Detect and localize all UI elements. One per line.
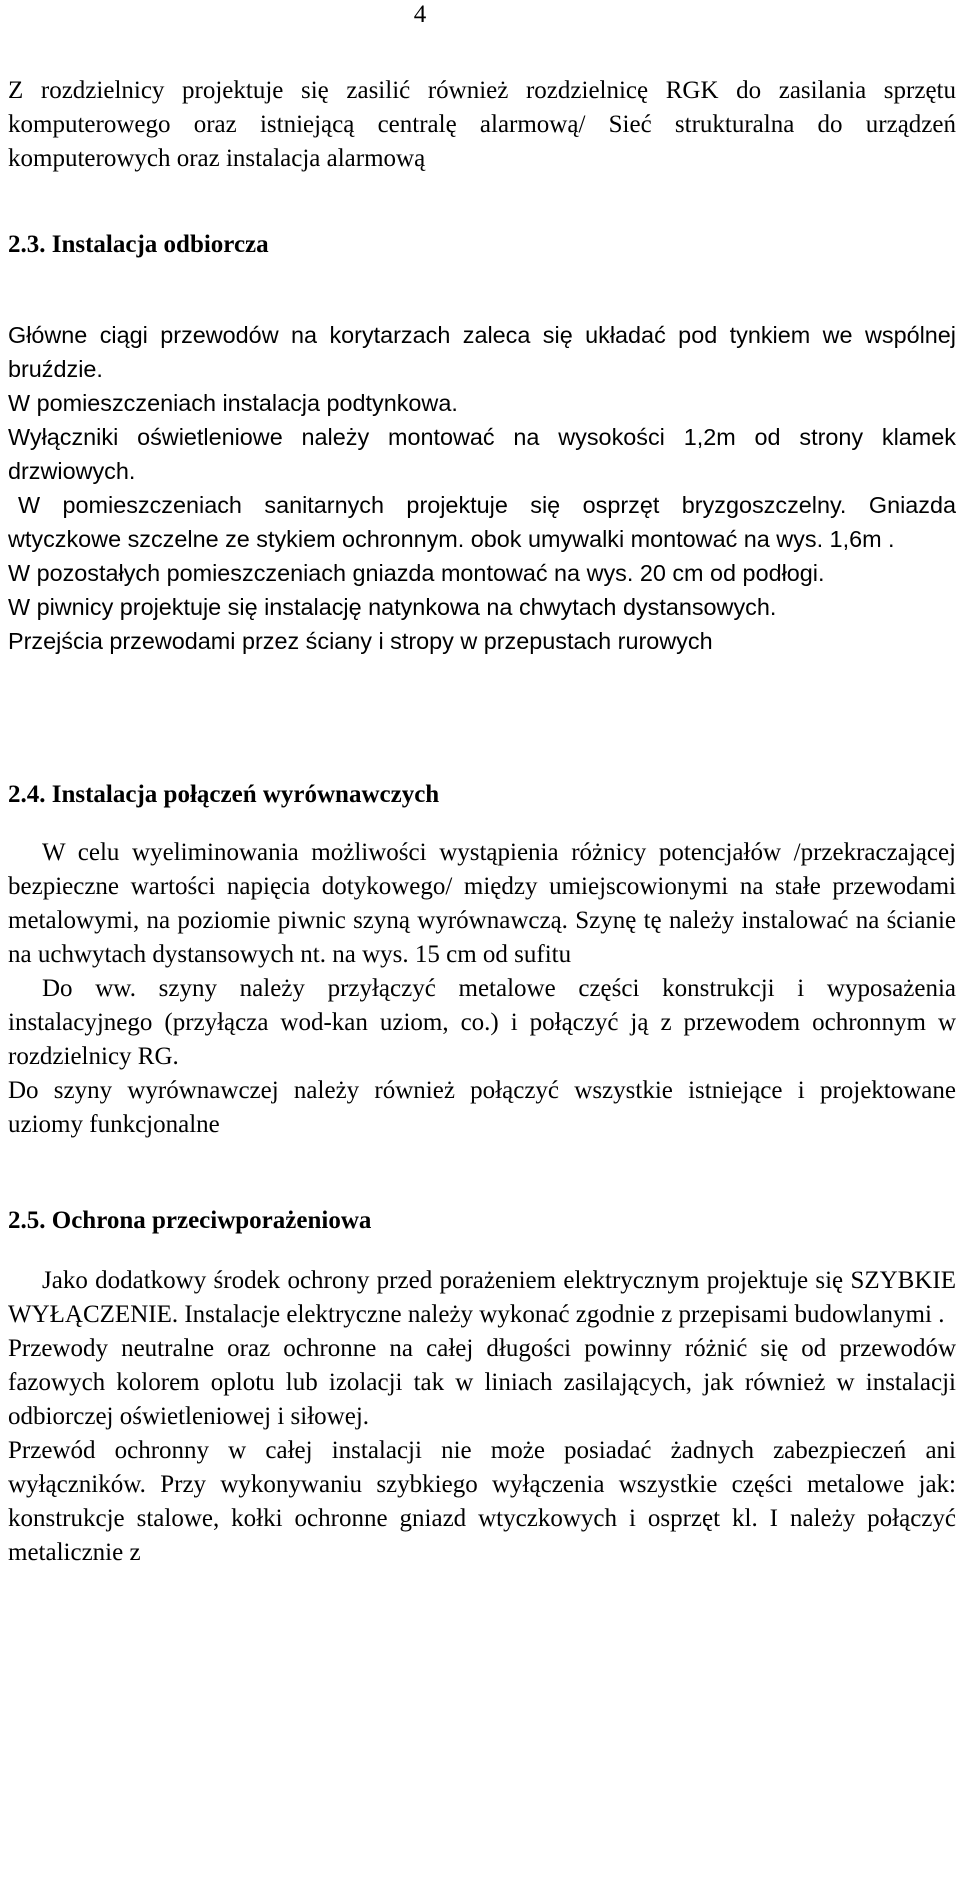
section-2-3-paragraph: W pomieszczeniach sanitarnych projektuje się osprzęt bryzgoszczelny. Gniazda wtyczkowe szczelne ze stykiem ochronnym. obok umywalki montować na wys. 1,6m . [8,492,956,552]
section-2-3-paragraph: W pozostałych pomieszczeniach gniazda montować na wys. 20 cm od podłogi. [8,560,825,586]
section-2-4-paragraph: Do szyny wyrównawczej należy również połączyć wszystkie istniejące i projektowane uziomy funkcjonalne [8,1077,956,1138]
section-2-3-paragraph: Wyłączniki oświetleniowe należy montować na wysokości 1,2m od strony klamek drzwiowych. [8,424,956,484]
section-2-4-body [8,836,956,1142]
section-2-3-paragraph: W pomieszczeniach instalacja podtynkowa. [8,390,458,416]
section-2-4-paragraph: Do ww. szyny należy przyłączyć metalowe części konstrukcji i wyposażenia instalacyjnego (przyłącza wod-kan uziom, co.) i połączyć ją z przewodem ochronnym w rozdzielnicy RG. [8,975,956,1070]
section-2-5-paragraph: Przewód ochronny w całej instalacji nie może posiadać żadnych zabezpieczeń ani wyłączników. Przy wykonywaniu szybkiego wyłączenia wszystkie części metalowe jak: konstrukcje stalowe, kołki ochronne gniazd wtyczkowych i osprzęt kl. I należy połączyć metalicznie z [8,1437,956,1566]
section-heading-2-4: 2.4. Instalacja połączeń wyrównawczych [8,781,440,808]
section-heading-2-5: 2.5. Ochrona przeciwporażeniowa [8,1207,372,1234]
section-2-3-paragraph: Przejścia przewodami przez ściany i stropy w przepustach rurowych [8,628,713,654]
section-2-3-paragraph: Główne ciągi przewodów na korytarzach zaleca się układać pod tynkiem we wspólnej bruździe. [8,322,956,382]
intro-text: Z rozdzielnicy projektuje się zasilić również rozdzielnicę RGK do zasilania sprzętu komputerowego oraz istniejącą centralę alarmową/ Sieć strukturalna do urządzeń komputerowych oraz instalacja alarmową [8,77,956,172]
section-2-5-paragraph: Przewody neutralne oraz ochronne na całej długości powinny różnić się od przewodów fazowych kolorem oplotu lub izolacji tak w liniach zasilających, jak również w instalacji odbiorczej oświetleniowej i siłowej. [8,1335,956,1430]
section-2-5-paragraph: Jako dodatkowy środek ochrony przed porażeniem elektrycznym projektuje się SZYBKIE WYŁĄCZENIE. Instalacje elektryczne należy wykonać zgodnie z przepisami budowlanymi . [8,1267,956,1328]
page-number: 4 [413,1,427,28]
section-2-4-paragraph: W celu wyeliminowania możliwości wystąpienia różnicy potencjałów /przekraczającej bezpieczne wartości napięcia dotykowego/ między umiejscowionymi na stałe przewodami metalowymi, na poziomie piwnic szyną wyrównawczą. Szynę tę należy instalować na ścianie na uchwytach dystansowych nt. na wys. 15 cm od sufitu [8,839,956,968]
section-2-3-paragraph: W piwnicy projektuje się instalację natynkowa na chwytach dystansowych. [8,594,777,620]
intro-paragraph [8,74,956,176]
section-2-3-body [8,318,956,658]
section-2-5-body [8,1264,956,1570]
section-heading-2-3: 2.3. Instalacja odbiorcza [8,231,269,258]
